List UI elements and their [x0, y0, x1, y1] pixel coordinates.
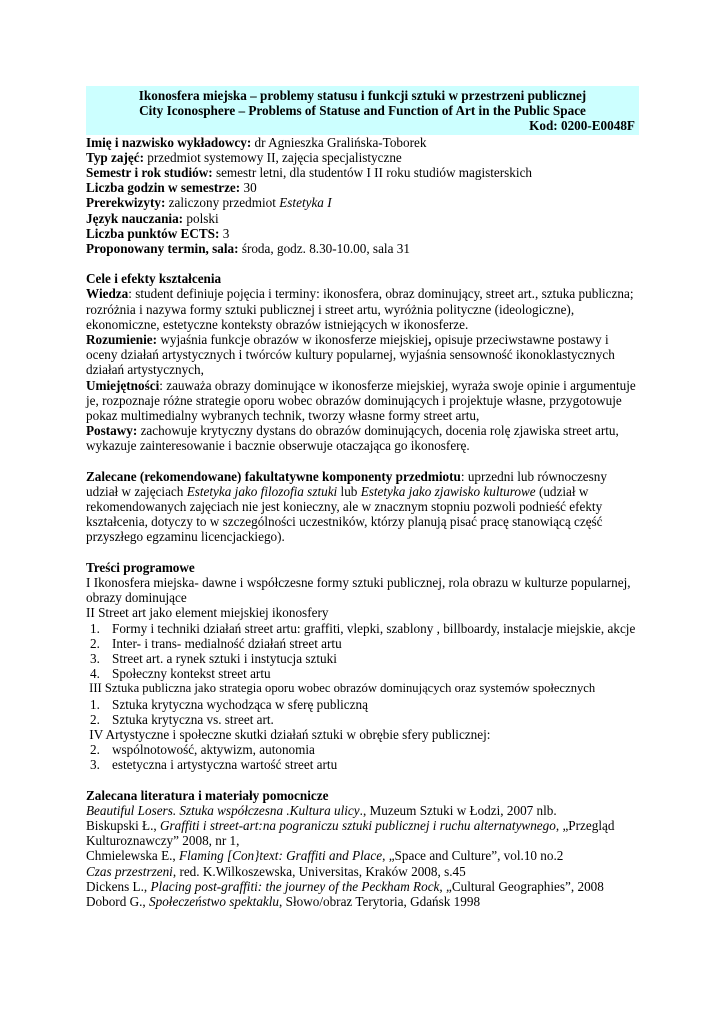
literature-entry	[86, 894, 639, 909]
hours-line	[86, 180, 639, 195]
attitudes-paragraph	[86, 423, 639, 453]
list-item-number: 2.	[90, 711, 100, 727]
lecturer-value: dr Agnieszka Gralińska-Toborek	[251, 134, 427, 150]
list-item-text: Społeczny kontekst street artu	[112, 666, 271, 682]
term-label: Proponowany termin, sala:	[86, 241, 239, 257]
knowledge-text: : student definiuje pojęcia i terminy: ikonosfera, obraz dominujący, street art., sztuka publiczna; rozróżnia i nazywa formy sztuki publicznej i street artu, wyróżnia polityczne (ideologiczne), ekonomiczne, estetyczne konteksty obrazów istniejących w ikonosferze.	[86, 286, 634, 332]
skills-text: : zauważa obrazy dominujące w ikonosferze miejskiej, wyraża swoje opinie i argumentuje je, rozpoznaje różne strategie oporu wobec obrazów dominujących i projektuje własne, przygotowuje pokaz multimedialny wybranych technik, tworzy własne formy street artu,	[86, 377, 636, 424]
list-item-text: Street art. a rynek sztuki i instytucja sztuki	[112, 650, 337, 666]
hours-label: Liczba godzin w semestrze:	[86, 180, 241, 196]
document-page	[86, 86, 639, 909]
program-part-2: II Street art jako element miejskiej ikonosfery	[86, 605, 329, 621]
program-section	[86, 560, 639, 773]
recommended-section	[86, 469, 639, 545]
list-item	[86, 697, 639, 712]
literature-author: Dickens L.,	[86, 878, 151, 894]
list-item-number: 2.	[90, 742, 100, 758]
understanding-label: Rozumienie:	[86, 332, 158, 348]
literature-entry	[86, 818, 639, 848]
list-item	[86, 621, 639, 636]
list-item-number: 3.	[90, 757, 100, 773]
semester-value: semestr letni, dla studentów I II roku studiów magisterskich	[212, 165, 533, 181]
understanding-comma: ,	[428, 332, 432, 348]
prereq-line	[86, 195, 639, 210]
literature-title: Placing post-graffiti: the journey of the Peckham Rock	[150, 878, 440, 894]
knowledge-label: Wiedza	[86, 286, 129, 302]
list-item-text: Inter- i trans- medialność działań street artu	[112, 635, 342, 651]
literature-section	[86, 788, 639, 910]
list-item-number: 1.	[90, 696, 100, 712]
literature-entry	[86, 803, 639, 818]
skills-label: Umiejętności	[86, 377, 160, 393]
goals-heading: Cele i efekty kształcenia	[86, 271, 222, 287]
ects-label: Liczba punktów ECTS:	[86, 225, 220, 241]
list-item-number: 1.	[90, 620, 100, 636]
literature-details: , „Space and Culture”, vol.10 no.2	[382, 848, 564, 864]
literature-entry	[86, 864, 639, 879]
program-part-4-list	[86, 742, 639, 772]
type-line	[86, 150, 639, 165]
program-heading: Treści programowe	[86, 559, 195, 575]
list-item-text: Sztuka krytyczna wychodząca w sferę publiczną	[112, 696, 368, 712]
program-part-1: I Ikonosfera miejska- dawne i współczesne formy sztuki publicznej, rola obrazu w kulturze popularnej, obrazy dominujące	[86, 574, 631, 606]
list-item-number: 4.	[90, 666, 100, 682]
program-part-4: IV Artystyczne i społeczne skutki działań sztuki w obrębie sfery publicznej:	[86, 726, 491, 742]
literature-author: Dobord G.,	[86, 893, 150, 909]
literature-title: Społeczeństwo spektaklu	[149, 893, 280, 909]
literature-title: Flaming [Con}text: Graffiti and Place	[179, 848, 383, 864]
attitudes-label: Postawy:	[86, 423, 138, 439]
course-info	[86, 135, 639, 257]
list-item	[86, 651, 639, 666]
recommended-paragraph	[86, 469, 639, 545]
course-code: Kod: 0200-E0048F	[529, 118, 635, 134]
prereq-label: Prerekwizyty:	[86, 195, 166, 211]
ects-value: 3	[219, 225, 230, 241]
understanding-text-b: opisuje przeciwstawne postawy i oceny działań artystycznych i twórców kultury popularnej, wyjaśnia sensowność ikonoklastycznych działań artystycznych,	[86, 332, 615, 378]
recommended-course-2: Estetyka jako zjawisko kulturowe	[360, 483, 536, 499]
type-label: Typ zajęć:	[86, 149, 144, 165]
title-english: City Iconosphere – Problems of Statuse and Function of Art in the Public Space	[139, 103, 586, 119]
term-value: środa, godz. 8.30-10.00, sala 31	[238, 241, 410, 257]
list-item	[86, 742, 639, 757]
language-line	[86, 211, 639, 226]
list-item	[86, 666, 639, 681]
lecturer-line	[86, 135, 639, 150]
literature-title: Beautiful Losers. Sztuka współczesna .Kultura ulicy	[86, 802, 360, 818]
understanding-paragraph	[86, 332, 639, 378]
list-item-number: 2.	[90, 635, 100, 651]
course-title-header	[86, 86, 639, 135]
literature-details: , red. K.Wilkoszewska, Universitas, Kraków 2008, s.45	[172, 863, 466, 879]
literature-entry	[86, 879, 639, 894]
literature-details: , „Cultural Geographies”, 2008	[439, 878, 604, 894]
ects-line	[86, 226, 639, 241]
literature-author: Biskupski Ł.,	[86, 817, 161, 833]
recommended-text-b: lub	[337, 483, 361, 499]
understanding-text-a: wyjaśnia funkcje obrazów w ikonosferze miejskiej	[157, 332, 429, 348]
list-item	[86, 636, 639, 651]
literature-details: , Słowo/obraz Terytoria, Gdańsk 1998	[279, 893, 481, 909]
semester-line	[86, 165, 639, 180]
goals-section	[86, 271, 639, 453]
literature-entry	[86, 848, 639, 863]
semester-label: Semestr i rok studiów:	[86, 165, 213, 181]
literature-details: , „Przegląd Kulturoznawczy” 2008, nr 1,	[86, 817, 615, 849]
literature-author: Chmielewska E.,	[86, 848, 180, 864]
recommended-course-1: Estetyka jako filozofia sztuki	[186, 483, 338, 499]
prereq-course: Estetyka I	[279, 195, 332, 211]
term-line	[86, 241, 639, 256]
knowledge-paragraph	[86, 286, 639, 332]
language-value: polski	[183, 210, 219, 226]
type-value: przedmiot systemowy II, zajęcia specjalistyczne	[143, 149, 402, 165]
lecturer-label: Imię i nazwisko wykładowcy:	[86, 134, 252, 150]
recommended-text-a: : uprzedni lub równoczesny udział w zajęciach	[86, 468, 607, 499]
title-polish: Ikonosfera miejska – problemy statusu i funkcji sztuki w przestrzeni publicznej	[138, 88, 587, 103]
recommended-label: Zalecane (rekomendowane) fakultatywne komponenty przedmiotu	[86, 468, 461, 484]
prereq-value: zaliczony przedmiot	[165, 195, 280, 211]
hours-value: 30	[240, 180, 257, 196]
list-item-text: Formy i techniki działań street artu: graffiti, vlepki, szablony , billboardy, instalacje miejskie, akcje	[112, 620, 636, 636]
recommended-text-c: (udział w rekomendowanych zajęciach nie jest konieczny, ale w znacznym stopniu pozwoli podnieść efekty kształcenia, dotyczy to w szczególności uczestników, którzy planują pisać pracę stanowiącą część przyszłego egzaminu licencjackiego).	[86, 483, 603, 545]
list-item-text: estetyczna i artystyczna wartość street artu	[112, 757, 338, 773]
language-label: Język nauczania:	[86, 210, 184, 226]
literature-title: Graffiti i street-art:na pograniczu sztuki publicznej i ruchu alternatywnego	[160, 817, 556, 833]
skills-paragraph	[86, 378, 639, 424]
attitudes-text: zachowuje krytyczny dystans do obrazów dominujących, docenia rolę zjawiska street artu, wykazuje zainteresowanie i bacznie obserwuje otaczająca go ikonosferę.	[86, 423, 619, 454]
literature-title: Czas przestrzeni	[86, 863, 173, 879]
list-item-text: wspólnotowość, aktywizm, autonomia	[112, 742, 315, 758]
list-item	[86, 712, 639, 727]
list-item	[86, 757, 639, 772]
program-part-2-list	[86, 621, 639, 682]
list-item-text: Sztuka krytyczna vs. street art.	[112, 711, 274, 727]
literature-details: ., Muzeum Sztuki w Łodzi, 2007 nlb.	[359, 802, 557, 818]
program-part-3-list	[86, 697, 639, 727]
list-item-number: 3.	[90, 650, 100, 666]
program-part-3: III Sztuka publiczna jako strategia oporu wobec obrazów dominujących oraz systemów społecznych	[86, 681, 596, 696]
literature-heading: Zalecana literatura i materiały pomocnicze	[86, 787, 329, 803]
